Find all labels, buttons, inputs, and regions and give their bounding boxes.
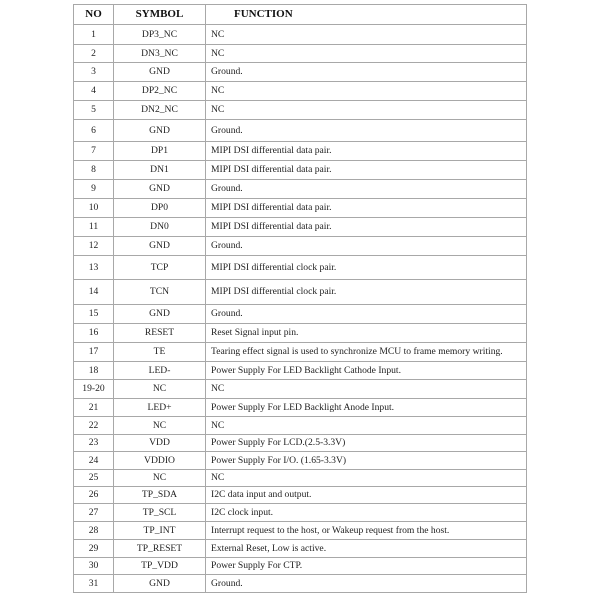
pin-symbol: DP3_NC — [114, 25, 206, 45]
pin-symbol: DP0 — [114, 199, 206, 218]
table-row — [74, 161, 527, 180]
pin-symbol: DP2_NC — [114, 82, 206, 101]
pin-symbol: LED+ — [114, 399, 206, 417]
pin-number: 26 — [74, 487, 114, 504]
pin-number: 23 — [74, 435, 114, 452]
table-row — [74, 380, 527, 399]
pin-number: 29 — [74, 540, 114, 558]
pin-function: MIPI DSI differential clock pair. — [206, 256, 527, 280]
pin-symbol: DN0 — [114, 218, 206, 237]
table-body — [74, 25, 527, 593]
pin-symbol: VDD — [114, 435, 206, 452]
pin-function: Ground. — [206, 63, 527, 82]
table-header-row — [74, 5, 527, 25]
pin-symbol: GND — [114, 305, 206, 324]
pin-symbol: NC — [114, 417, 206, 435]
pin-number: 15 — [74, 305, 114, 324]
pin-symbol: NC — [114, 380, 206, 399]
table-row — [74, 180, 527, 199]
pin-symbol: GND — [114, 120, 206, 142]
pin-symbol: NC — [114, 470, 206, 487]
table-row — [74, 343, 527, 362]
pin-number: 24 — [74, 452, 114, 470]
pin-number: 18 — [74, 362, 114, 380]
pin-symbol: TCP — [114, 256, 206, 280]
table-row — [74, 142, 527, 161]
table-row — [74, 199, 527, 218]
pin-function: Ground. — [206, 120, 527, 142]
pin-number: 12 — [74, 237, 114, 256]
table-row — [74, 280, 527, 305]
table-row — [74, 63, 527, 82]
pin-number: 5 — [74, 101, 114, 120]
pin-function: MIPI DSI differential data pair. — [206, 199, 527, 218]
header-symbol: SYMBOL — [114, 5, 206, 25]
pin-function: I2C data input and output. — [206, 487, 527, 504]
table-row — [74, 362, 527, 380]
pin-symbol: LED- — [114, 362, 206, 380]
pin-number: 9 — [74, 180, 114, 199]
table-row — [74, 120, 527, 142]
pin-function: I2C clock input. — [206, 504, 527, 522]
pin-function: Power Supply For LED Backlight Cathode Input. — [206, 362, 527, 380]
pin-number: 17 — [74, 343, 114, 362]
table-row — [74, 558, 527, 575]
pin-symbol: VDDIO — [114, 452, 206, 470]
pin-symbol: TP_RESET — [114, 540, 206, 558]
pin-function: Tearing effect signal is used to synchronize MCU to frame memory writing. — [206, 343, 527, 362]
pin-number: 16 — [74, 324, 114, 343]
pin-symbol: GND — [114, 63, 206, 82]
pin-function: Power Supply For CTP. — [206, 558, 527, 575]
pin-function: Power Supply For LED Backlight Anode Input. — [206, 399, 527, 417]
header-no: NO — [74, 5, 114, 25]
pin-number: 7 — [74, 142, 114, 161]
pin-function: NC — [206, 25, 527, 45]
pin-function: Ground. — [206, 180, 527, 199]
pin-number: 3 — [74, 63, 114, 82]
pin-symbol: GND — [114, 237, 206, 256]
pin-number: 13 — [74, 256, 114, 280]
pin-number: 21 — [74, 399, 114, 417]
pin-function: Power Supply For LCD.(2.5-3.3V) — [206, 435, 527, 452]
pin-symbol: TCN — [114, 280, 206, 305]
pin-number: 11 — [74, 218, 114, 237]
pin-symbol: RESET — [114, 324, 206, 343]
pin-symbol: DN1 — [114, 161, 206, 180]
table-row — [74, 101, 527, 120]
pin-symbol: DN3_NC — [114, 45, 206, 63]
table-row — [74, 305, 527, 324]
pin-function: NC — [206, 101, 527, 120]
table-row — [74, 452, 527, 470]
table-row — [74, 25, 527, 45]
table-row — [74, 435, 527, 452]
pin-symbol: DP1 — [114, 142, 206, 161]
pin-symbol: TP_SCL — [114, 504, 206, 522]
pin-symbol: TP_INT — [114, 522, 206, 540]
pin-symbol: TP_VDD — [114, 558, 206, 575]
pin-function: Power Supply For I/O. (1.65-3.3V) — [206, 452, 527, 470]
table-row — [74, 575, 527, 593]
pin-function: NC — [206, 380, 527, 399]
pin-function: Reset Signal input pin. — [206, 324, 527, 343]
pin-function: MIPI DSI differential data pair. — [206, 142, 527, 161]
pin-number: 31 — [74, 575, 114, 593]
pin-function: Interrupt request to the host, or Wakeup request from the host. — [206, 522, 527, 540]
table-row — [74, 218, 527, 237]
pin-function: NC — [206, 417, 527, 435]
pin-definition-table — [73, 4, 527, 593]
pin-number: 8 — [74, 161, 114, 180]
table-row — [74, 540, 527, 558]
pin-function: MIPI DSI differential data pair. — [206, 161, 527, 180]
table-row — [74, 256, 527, 280]
pin-symbol: TE — [114, 343, 206, 362]
header-function: FUNCTION — [206, 5, 527, 25]
pin-number: 30 — [74, 558, 114, 575]
table-row — [74, 237, 527, 256]
pin-function: NC — [206, 82, 527, 101]
table-row — [74, 487, 527, 504]
pin-symbol: TP_SDA — [114, 487, 206, 504]
table-row — [74, 399, 527, 417]
pin-number: 14 — [74, 280, 114, 305]
pin-number: 19-20 — [74, 380, 114, 399]
table-row — [74, 417, 527, 435]
pin-symbol: GND — [114, 180, 206, 199]
pin-number: 1 — [74, 25, 114, 45]
table-row — [74, 522, 527, 540]
pin-number: 4 — [74, 82, 114, 101]
pin-number: 2 — [74, 45, 114, 63]
table-row — [74, 45, 527, 63]
pin-number: 6 — [74, 120, 114, 142]
pin-number: 28 — [74, 522, 114, 540]
table-row — [74, 324, 527, 343]
pin-function: NC — [206, 45, 527, 63]
table-row — [74, 504, 527, 522]
pin-symbol: DN2_NC — [114, 101, 206, 120]
pin-function: MIPI DSI differential clock pair. — [206, 280, 527, 305]
pin-function: Ground. — [206, 237, 527, 256]
pin-number: 10 — [74, 199, 114, 218]
table-row — [74, 470, 527, 487]
pin-function: MIPI DSI differential data pair. — [206, 218, 527, 237]
pin-function: Ground. — [206, 305, 527, 324]
pin-symbol: GND — [114, 575, 206, 593]
pin-number: 25 — [74, 470, 114, 487]
pin-number: 22 — [74, 417, 114, 435]
pin-number: 27 — [74, 504, 114, 522]
pin-function: Ground. — [206, 575, 527, 593]
pin-function: NC — [206, 470, 527, 487]
pin-function: External Reset, Low is active. — [206, 540, 527, 558]
table-row — [74, 82, 527, 101]
